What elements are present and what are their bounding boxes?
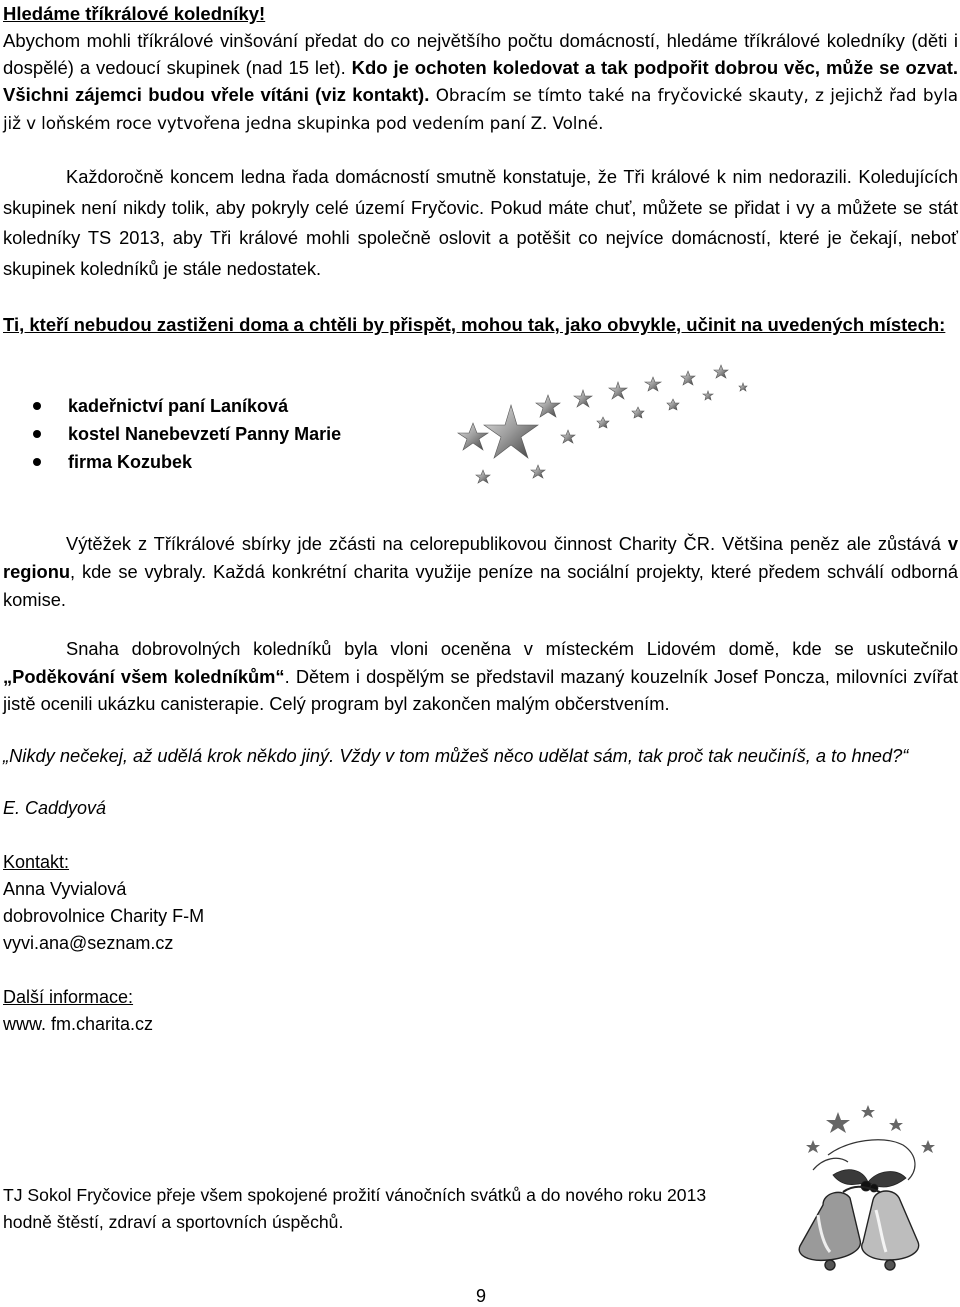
- intro-paragraph: [3, 0, 958, 137]
- bullet-icon: [33, 458, 41, 466]
- contact-name: Anna Vyvialová: [3, 879, 127, 899]
- contact-label: Kontakt:: [3, 852, 70, 872]
- list-item: kostel Nanebevzetí Panny Marie: [33, 420, 341, 448]
- intro-text-1: Abychom mohli tříkrálové vinšování předat do co největšího počtu domácností, hledáme tříkrálové koledníky (děti i dospělé) a vedoucí skupinek (nad 15 let).: [3, 30, 958, 78]
- every-year-paragraph: Každoročně koncem ledna řada domácností smutně konstatuje, že Tři králové k nim nedorazili. Koledujících skupinek není nikdy tolik, aby pokryly celé území Fryčovic. Pokud máte chuť, můžete se přidat i vy a můžete se stát koledníky TS 2013, aby Tři králové mohli společně oslovit a potěšit co nejvíce domácností, které je čekají, neboť skupinek koledníků je stále nedostatek.: [3, 166, 958, 279]
- contact-role: dobrovolnice Charity F-M: [3, 906, 205, 926]
- intro-heading: Hledáme tříkrálové koledníky!: [3, 3, 266, 24]
- thanks-paragraph: Snaha dobrovolných koledníků byla vloni oceněna v místeckém Lidovém domě, kde se uskutečnilo „Poděkování všem koledníkům“. Dětem i dospělým se představil mazaný kouzelník Josef Poncza, milovníci zvířat jistě ocenili ukázku canisterapie. Celý program byl zakončen malým občerstvením.: [3, 638, 959, 714]
- christmas-bell-illustration: [768, 1100, 958, 1295]
- contact-email[interactable]: vyvi.ana@seznam.cz: [3, 933, 174, 953]
- proceeds-paragraph: Výtěžek z Tříkrálové sbírky jde zčásti na celorepublikovou činnost Charity ČR. Většina peněz ale zůstává v regionu, kde se vybraly. Každá konkrétní charita využije peníze na sociální projekty, které předem schválí odborná komise.: [3, 533, 958, 610]
- greeting-line-1: TJ Sokol Fryčovice přeje všem spokojené prožití vánočních svátků a do nového roku 2013: [3, 1185, 707, 1205]
- list-item: firma Kozubek: [33, 448, 341, 476]
- donate-heading: Ti, kteří nebudou zastiženi doma a chtěli by přispět, mohou tak, jako obvykle, učinit na uvedených místech:: [3, 314, 946, 335]
- document-page: [3, 0, 958, 1307]
- page-number: 9: [476, 1286, 487, 1306]
- quote-author: E. Caddyová: [3, 798, 107, 818]
- list-item: kadeřnictví paní Laníková: [33, 392, 341, 420]
- intro-bold-call: Kdo je ochoten koledovat a tak podpořit dobrou věc, může se ozvat. Všichni zájemci budou vřele vítáni (viz kontakt).: [3, 57, 958, 105]
- shooting-stars-illustration: [443, 355, 773, 495]
- bullet-icon: [33, 430, 41, 438]
- more-info-url[interactable]: www. fm.charita.cz: [3, 1014, 154, 1034]
- places-list: [33, 392, 341, 476]
- quote: „Nikdy nečekej, až udělá krok někdo jiný. Vždy v tom můžeš něco udělat sám, tak proč tak neučiníš, a to hned?“: [3, 745, 909, 766]
- intro-text-2: Obracím se tímto také na fryčovické skauty, z jejichž řad byla již v loňském roce vytvořena jedna skupinka pod vedením paní Z. Volné.: [3, 85, 958, 133]
- more-info-label: Další informace:: [3, 987, 134, 1007]
- bullet-icon: [33, 402, 41, 410]
- greeting-line-2: hodně štěstí, zdraví a sportovních úspěchů.: [3, 1212, 344, 1232]
